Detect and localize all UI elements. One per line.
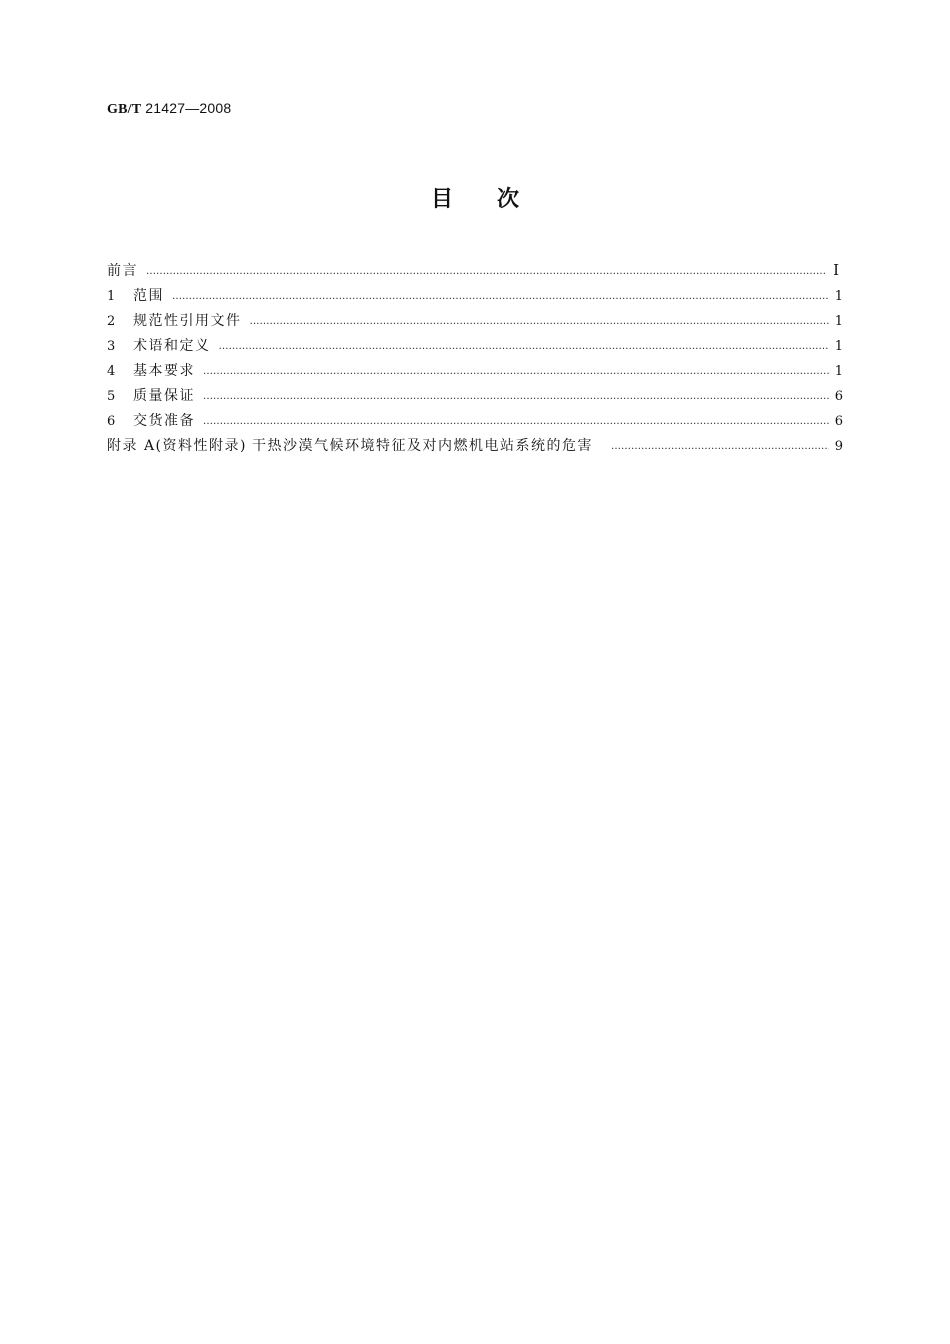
toc-entry-label: 基本要求 bbox=[133, 363, 195, 379]
toc-dot-leader bbox=[172, 291, 829, 302]
toc-entry-foreword[interactable] bbox=[107, 260, 843, 285]
toc-entry-label: 质量保证 bbox=[133, 388, 195, 404]
toc-page-number: 1 bbox=[834, 364, 843, 379]
toc-entry-number: 3 bbox=[107, 339, 117, 354]
toc-entry-label: 术语和定义 bbox=[133, 338, 211, 354]
toc-entry-label: 干热沙漠气候环境特征及对内燃机电站系统的危害 bbox=[251, 438, 593, 454]
toc-page-number: 1 bbox=[834, 289, 843, 304]
toc-dot-leader bbox=[250, 316, 829, 327]
toc-dot-leader bbox=[203, 416, 829, 427]
toc-entry-terms-definitions[interactable] bbox=[107, 335, 843, 360]
toc-entry-scope[interactable] bbox=[107, 285, 843, 310]
toc-entry-label: 范围 bbox=[133, 288, 164, 304]
toc-entry-number: 1 bbox=[107, 289, 117, 304]
document-header bbox=[107, 100, 231, 118]
toc-page-number: 1 bbox=[834, 314, 843, 329]
toc-entry-number: 2 bbox=[107, 314, 117, 329]
toc-page-number: 9 bbox=[834, 439, 843, 454]
standard-prefix: GB/T bbox=[107, 102, 142, 117]
toc-annex-prefix: 附录 A(资料性附录) bbox=[107, 438, 247, 454]
toc-dot-leader bbox=[611, 441, 829, 452]
toc-entry-number: 5 bbox=[107, 389, 117, 404]
toc-page-number: Ⅰ bbox=[833, 261, 839, 279]
standard-number: 21427—2008 bbox=[145, 100, 232, 116]
toc-page-number: 6 bbox=[834, 389, 843, 404]
toc-entry-label: 规范性引用文件 bbox=[133, 313, 242, 329]
toc-dot-leader bbox=[146, 266, 825, 277]
toc-dot-leader bbox=[203, 391, 829, 402]
toc-entry-quality-assurance[interactable] bbox=[107, 385, 843, 410]
toc-entry-number: 4 bbox=[107, 364, 117, 379]
toc-page-number: 6 bbox=[834, 414, 843, 429]
toc-entry-number: 6 bbox=[107, 414, 117, 429]
toc-entry-basic-requirements[interactable] bbox=[107, 360, 843, 385]
toc-entry-label: 前言 bbox=[107, 263, 138, 279]
toc-entry-delivery-preparation[interactable] bbox=[107, 410, 843, 435]
toc-dot-leader bbox=[219, 341, 829, 352]
toc-entry-normative-references[interactable] bbox=[107, 310, 843, 335]
table-of-contents bbox=[107, 260, 843, 460]
toc-dot-leader bbox=[203, 366, 829, 377]
toc-entry-annex-a[interactable] bbox=[107, 435, 843, 460]
page-title: 目次 bbox=[430, 187, 563, 212]
toc-entry-label: 交货准备 bbox=[133, 413, 195, 429]
toc-page-number: 1 bbox=[834, 339, 843, 354]
